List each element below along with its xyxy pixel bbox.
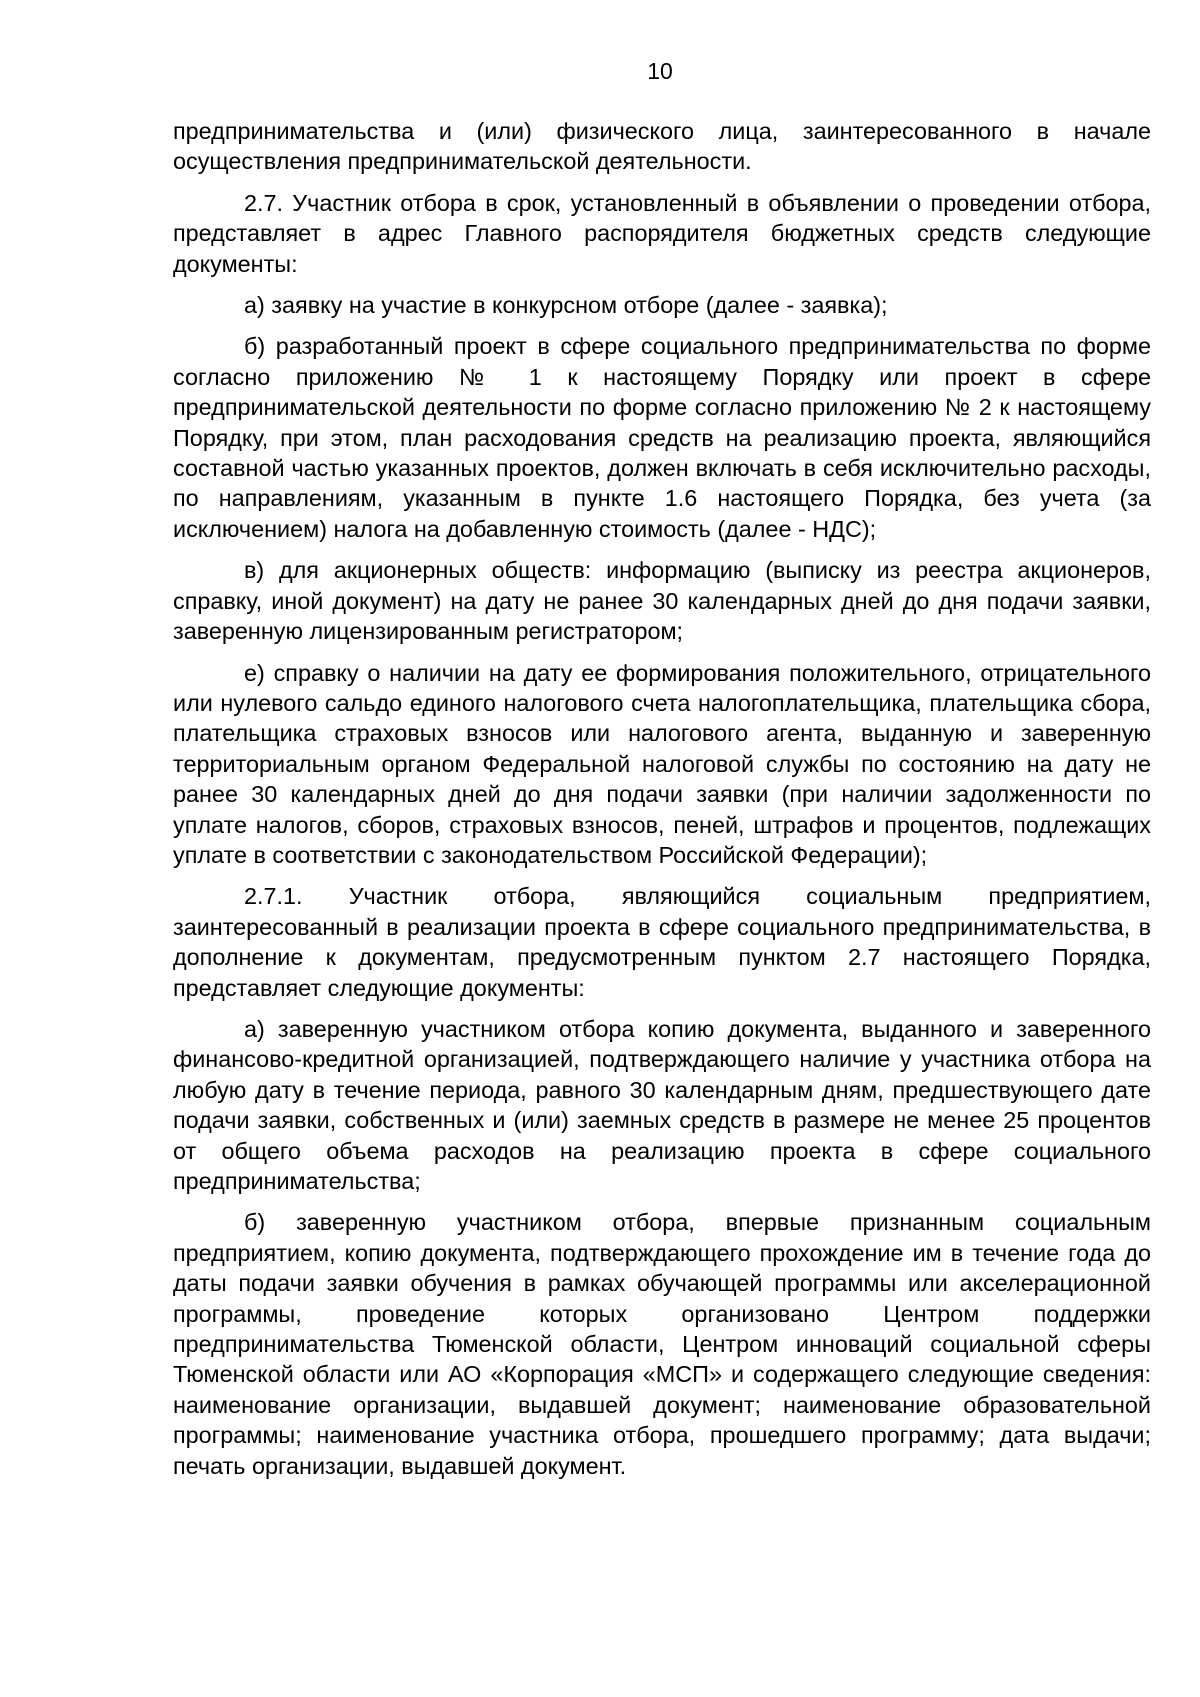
paragraph: е) справку о наличии на дату ее формирования положительного, отрицательного или нулевого сальдо единого налогового счета налогоплательщика, плательщика сбора, плательщика страховых взносов или налогового агента, выданную и заверенную территориальным органом Федеральной налоговой службы по состоянию на дату не ранее 30 календарных дней до дня подачи заявки (при наличии задолженности по уплате налогов, сборов, страховых взносов, пеней, штрафов и процентов, подлежащих уплате в соответствии с законодательством Российской Федерации); (173, 659, 1151, 868)
paragraph: а) заверенную участником отбора копию документа, выданного и заверенного финансово-кредитной организацией, подтверждающего наличие у участника отбора на любую дату в течение периода, равного 30 календарным дням, предшествующего дате подачи заявки, собственных и (или) заемных средств в размере не менее 25 процентов от общего объема расходов на реализацию проекта в сфере социального предпринимательства; (173, 1015, 1151, 1194)
paragraph: б) разработанный проект в сфере социального предпринимательства по форме согласно приложению № 1 к настоящему Порядку или проект в сфере предпринимательской деятельности по форме согласно приложению № 2 к настоящему Порядку, при этом, план расходования средств на реализацию проекта, являющийся составной частью указанных проектов, должен включать в себя исключительно расходы, по направлениям, указанным в пункте 1.6 настоящего Порядка, без учета (за исключением) налога на добавленную стоимость (далее - НДС); (173, 333, 1151, 542)
page-number: 10 (647, 58, 673, 84)
paragraph: в) для акционерных обществ: информацию (выписку из реестра акционеров, справку, иной документ) на дату не ранее 30 календарных дней до дня подачи заявки, заверенную лицензированным регистратором; (173, 557, 1151, 645)
paragraph: 2.7.1. Участник отбора, являющийся социальным предприятием, заинтересованный в реализации проекта в сфере социального предпринимательства, в дополнение к документам, предусмотренным пунктом 2.7 настоящего Порядка, представляет следующие документы: (173, 883, 1151, 1001)
paragraph: а) заявку на участие в конкурсном отборе (далее - заявка); (244, 292, 888, 319)
paragraph: предпринимательства и (или) физического лица, заинтересованного в начале осуществления предпринимательской деятельности. (173, 118, 1151, 175)
paragraph: б) заверенную участником отбора, впервые признанным социальным предприятием, копию документа, подтверждающего прохождение им в течение года до даты подачи заявки обучения в рамках обучающей программы или акселерационной программы, проведение которых организовано Центром поддержки предпринимательства Тюменской области, Центром инноваций социальной сферы Тюменской области или АО «Корпорация «МСП» и содержащего следующие сведения: наименование организации, выдавшей документ; наименование образовательной программы; наименование участника отбора, прошедшего программу; дата выдачи; печать организации, выдавшей документ. (173, 1209, 1151, 1479)
paragraph: 2.7. Участник отбора в срок, установленный в объявлении о проведении отбора, представляет в адрес Главного распорядителя бюджетных средств следующие документы: (173, 189, 1151, 277)
document-body (173, 116, 1151, 1492)
